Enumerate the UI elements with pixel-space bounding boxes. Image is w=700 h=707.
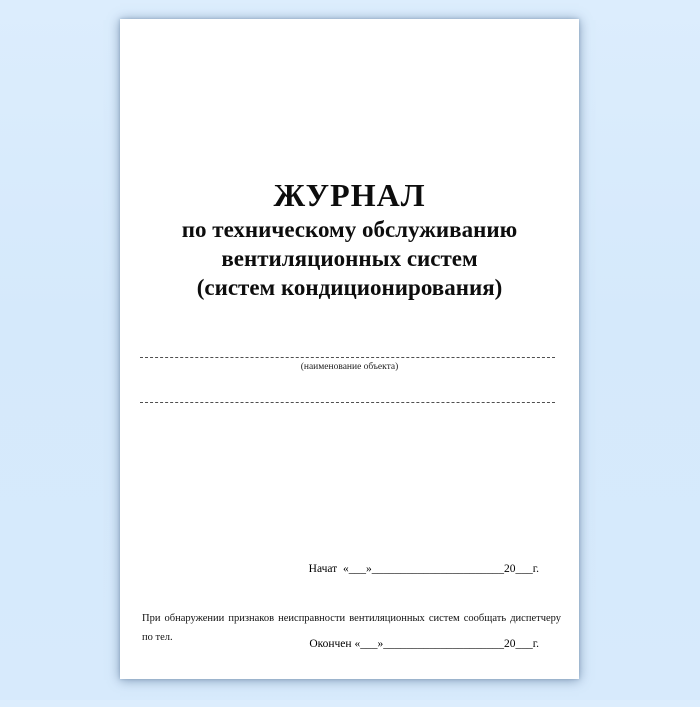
dates-block [309,507,539,707]
journal-subtitle-line-3: (систем кондиционирования) [196,275,503,300]
object-name-caption: (наименование объекта) [300,362,399,372]
started-field: Начат «___»_______________________20___г. [308,563,539,575]
journal-subtitle [120,215,579,302]
journal-subtitle-line-2: вентиляционных систем [221,246,478,271]
journal-subtitle-line-1: по техническому обслуживанию [181,217,518,242]
journal-title: ЖУРНАЛ [273,177,426,213]
title-block [120,175,579,302]
document-sheet [120,19,579,679]
second-blank-line [140,402,555,403]
object-name-blank-line [140,357,555,358]
footer-note: При обнаружении признаков неисправности вентиляционных систем сообщать диспетчеру по тел. [142,613,561,643]
finished-field: Окончен «___»_____________________20___г. [309,638,539,650]
